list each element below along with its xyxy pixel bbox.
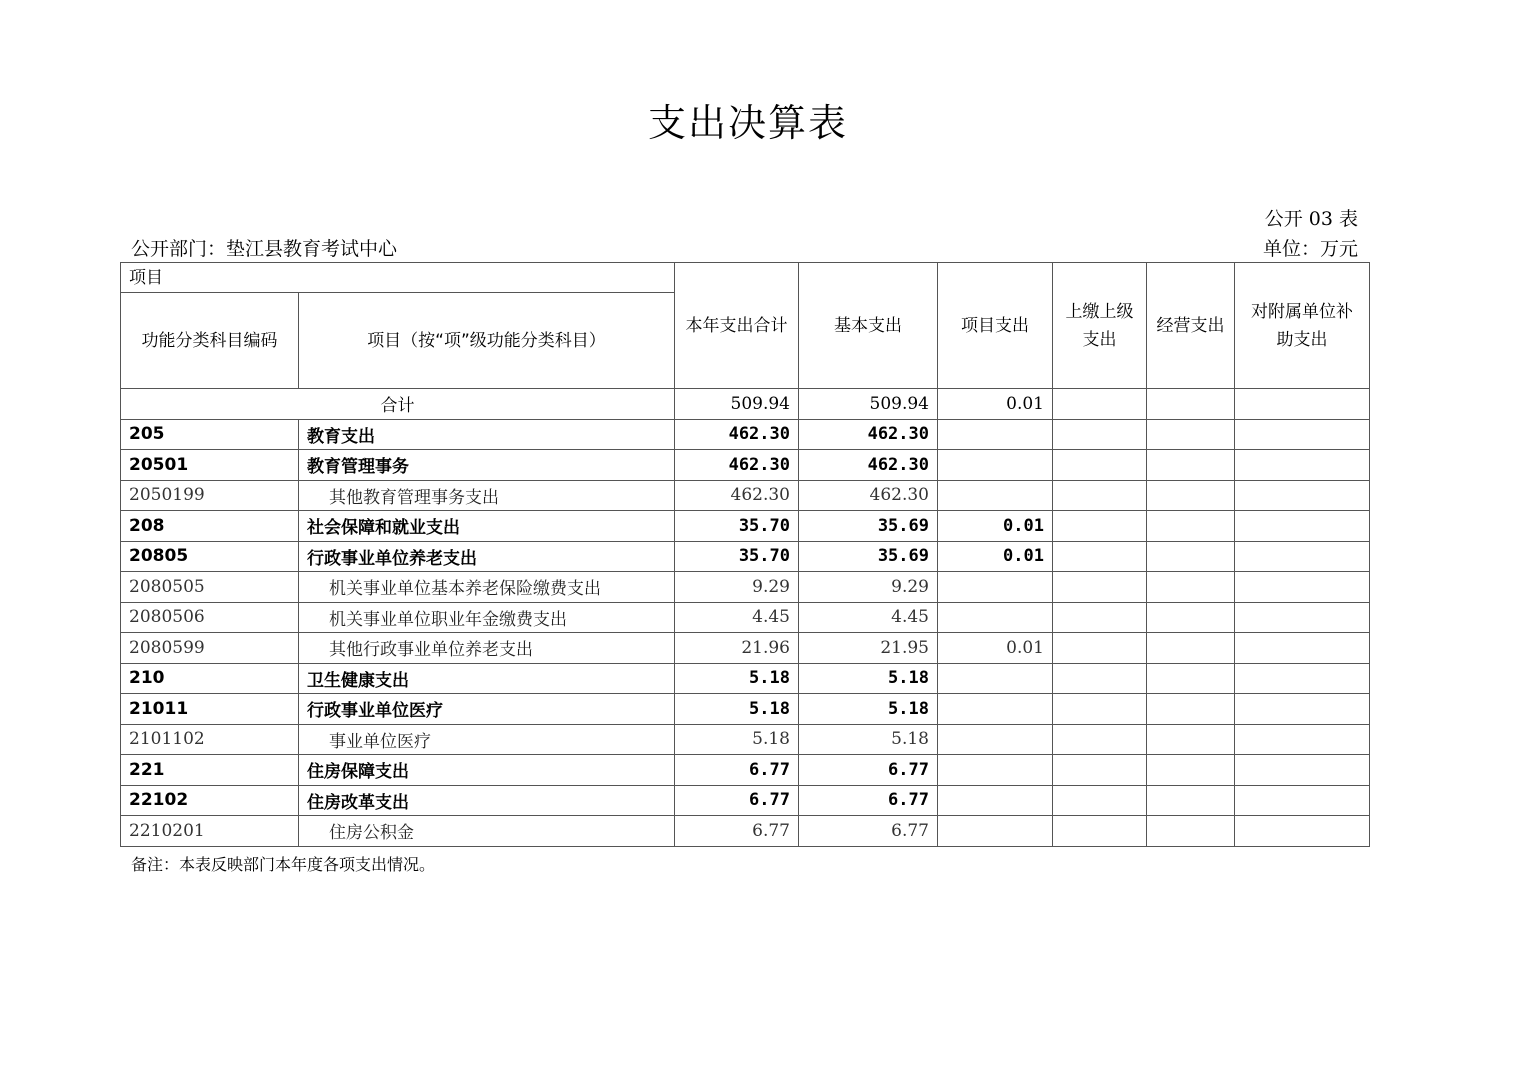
row-total: 5.18 xyxy=(675,724,799,755)
row-project xyxy=(938,450,1053,481)
row-subsidy xyxy=(1235,541,1370,572)
row-upper xyxy=(1053,419,1147,450)
row-code: 21011 xyxy=(121,694,299,725)
row-code: 208 xyxy=(121,511,299,542)
row-code: 221 xyxy=(121,755,299,786)
row-business xyxy=(1147,541,1235,572)
table-row xyxy=(121,419,1370,450)
table-row xyxy=(121,816,1370,847)
row-project: 0.01 xyxy=(938,541,1053,572)
table-row xyxy=(121,480,1370,511)
row-basic: 6.77 xyxy=(799,816,938,847)
total-project: 0.01 xyxy=(938,389,1053,420)
row-name: 机关事业单位职业年金缴费支出 xyxy=(299,602,675,633)
row-total: 35.70 xyxy=(675,541,799,572)
total-upper xyxy=(1053,389,1147,420)
row-total: 6.77 xyxy=(675,755,799,786)
total-business xyxy=(1147,389,1235,420)
row-project xyxy=(938,694,1053,725)
form-number: 公开 03 表 xyxy=(1264,208,1358,230)
row-name: 住房公积金 xyxy=(299,816,675,847)
row-project xyxy=(938,755,1053,786)
row-subsidy xyxy=(1235,755,1370,786)
header-project: 项目 xyxy=(121,263,675,293)
row-project xyxy=(938,785,1053,816)
row-total: 6.77 xyxy=(675,785,799,816)
row-business xyxy=(1147,480,1235,511)
row-subsidy xyxy=(1235,694,1370,725)
table-row xyxy=(121,633,1370,664)
row-basic: 35.69 xyxy=(799,511,938,542)
row-name: 教育管理事务 xyxy=(299,450,675,481)
total-subsidy xyxy=(1235,389,1370,420)
row-project xyxy=(938,480,1053,511)
row-name: 教育支出 xyxy=(299,419,675,450)
row-total: 21.96 xyxy=(675,633,799,664)
row-subsidy xyxy=(1235,602,1370,633)
row-name: 其他行政事业单位养老支出 xyxy=(299,633,675,664)
header-subsidy: 对附属单位补助支出 xyxy=(1235,263,1370,389)
row-upper xyxy=(1053,785,1147,816)
row-upper xyxy=(1053,694,1147,725)
row-total: 462.30 xyxy=(675,419,799,450)
row-total: 35.70 xyxy=(675,511,799,542)
row-business xyxy=(1147,724,1235,755)
row-total: 5.18 xyxy=(675,663,799,694)
header-name: 项目（按“项”级功能分类科目） xyxy=(299,293,675,389)
row-subsidy xyxy=(1235,450,1370,481)
row-basic: 5.18 xyxy=(799,663,938,694)
row-upper xyxy=(1053,541,1147,572)
row-upper xyxy=(1053,724,1147,755)
table-row xyxy=(121,663,1370,694)
row-subsidy xyxy=(1235,785,1370,816)
table-row xyxy=(121,511,1370,542)
row-business xyxy=(1147,419,1235,450)
row-code: 2080599 xyxy=(121,633,299,664)
row-basic: 35.69 xyxy=(799,541,938,572)
row-project xyxy=(938,419,1053,450)
row-basic: 21.95 xyxy=(799,633,938,664)
row-upper xyxy=(1053,602,1147,633)
total-row xyxy=(121,389,1370,420)
row-basic: 5.18 xyxy=(799,724,938,755)
table-row xyxy=(121,755,1370,786)
row-total: 5.18 xyxy=(675,694,799,725)
header-business: 经营支出 xyxy=(1147,263,1235,389)
row-project: 0.01 xyxy=(938,633,1053,664)
row-total: 9.29 xyxy=(675,572,799,603)
row-subsidy xyxy=(1235,511,1370,542)
row-name: 卫生健康支出 xyxy=(299,663,675,694)
total-total: 509.94 xyxy=(675,389,799,420)
header-upper: 上缴上级支出 xyxy=(1053,263,1147,389)
row-project xyxy=(938,816,1053,847)
header-code: 功能分类科目编码 xyxy=(121,293,299,389)
row-total: 4.45 xyxy=(675,602,799,633)
row-basic: 6.77 xyxy=(799,755,938,786)
row-code: 205 xyxy=(121,419,299,450)
row-project xyxy=(938,663,1053,694)
row-business xyxy=(1147,755,1235,786)
row-business xyxy=(1147,785,1235,816)
table-row xyxy=(121,602,1370,633)
row-upper xyxy=(1053,450,1147,481)
row-upper xyxy=(1053,633,1147,664)
row-name: 住房改革支出 xyxy=(299,785,675,816)
row-code: 2080505 xyxy=(121,572,299,603)
row-subsidy xyxy=(1235,419,1370,450)
row-business xyxy=(1147,602,1235,633)
row-basic: 462.30 xyxy=(799,419,938,450)
header-basic: 基本支出 xyxy=(799,263,938,389)
row-subsidy xyxy=(1235,572,1370,603)
row-business xyxy=(1147,450,1235,481)
expenditure-table xyxy=(120,262,1370,847)
row-project xyxy=(938,724,1053,755)
row-upper xyxy=(1053,480,1147,511)
unit-label: 单位：万元 xyxy=(1262,238,1358,260)
row-basic: 6.77 xyxy=(799,785,938,816)
row-project: 0.01 xyxy=(938,511,1053,542)
row-upper xyxy=(1053,663,1147,694)
row-basic: 462.30 xyxy=(799,480,938,511)
row-business xyxy=(1147,816,1235,847)
row-name: 行政事业单位医疗 xyxy=(299,694,675,725)
row-name: 行政事业单位养老支出 xyxy=(299,541,675,572)
row-business xyxy=(1147,511,1235,542)
row-basic: 462.30 xyxy=(799,450,938,481)
page-title: 支出决算表 xyxy=(647,101,848,145)
row-subsidy xyxy=(1235,663,1370,694)
row-business xyxy=(1147,694,1235,725)
row-business xyxy=(1147,633,1235,664)
row-upper xyxy=(1053,816,1147,847)
row-subsidy xyxy=(1235,816,1370,847)
row-subsidy xyxy=(1235,480,1370,511)
row-total: 6.77 xyxy=(675,816,799,847)
row-name: 社会保障和就业支出 xyxy=(299,511,675,542)
row-code: 210 xyxy=(121,663,299,694)
row-subsidy xyxy=(1235,724,1370,755)
row-business xyxy=(1147,572,1235,603)
header-total: 本年支出合计 xyxy=(675,263,799,389)
row-name: 其他教育管理事务支出 xyxy=(299,480,675,511)
table-row xyxy=(121,450,1370,481)
table-row xyxy=(121,541,1370,572)
row-code: 22102 xyxy=(121,785,299,816)
row-project xyxy=(938,572,1053,603)
row-name: 机关事业单位基本养老保险缴费支出 xyxy=(299,572,675,603)
total-basic: 509.94 xyxy=(799,389,938,420)
row-code: 2210201 xyxy=(121,816,299,847)
table-row xyxy=(121,724,1370,755)
row-name: 事业单位医疗 xyxy=(299,724,675,755)
row-total: 462.30 xyxy=(675,480,799,511)
row-total: 462.30 xyxy=(675,450,799,481)
department-label: 公开部门：垫江县教育考试中心 xyxy=(131,238,398,260)
total-label: 合计 xyxy=(121,389,675,420)
row-business xyxy=(1147,663,1235,694)
footnote: 备注：本表反映部门本年度各项支出情况。 xyxy=(131,855,436,874)
row-upper xyxy=(1053,572,1147,603)
row-code: 20805 xyxy=(121,541,299,572)
row-code: 2080506 xyxy=(121,602,299,633)
row-upper xyxy=(1053,755,1147,786)
row-subsidy xyxy=(1235,633,1370,664)
row-basic: 5.18 xyxy=(799,694,938,725)
table-row xyxy=(121,572,1370,603)
table-row xyxy=(121,785,1370,816)
row-name: 住房保障支出 xyxy=(299,755,675,786)
row-code: 20501 xyxy=(121,450,299,481)
row-project xyxy=(938,602,1053,633)
row-basic: 4.45 xyxy=(799,602,938,633)
row-code: 2101102 xyxy=(121,724,299,755)
row-code: 2050199 xyxy=(121,480,299,511)
table-row xyxy=(121,694,1370,725)
header-project-expense: 项目支出 xyxy=(938,263,1053,389)
row-basic: 9.29 xyxy=(799,572,938,603)
row-upper xyxy=(1053,511,1147,542)
